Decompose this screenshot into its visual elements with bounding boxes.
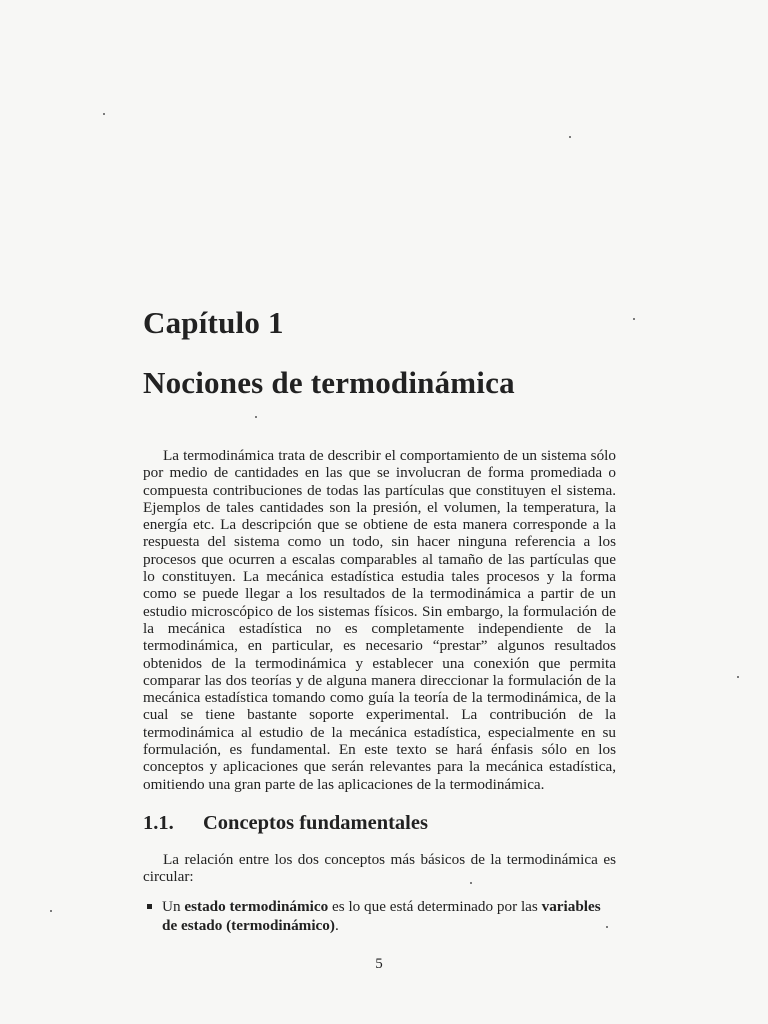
term-variables-de-estado: variables de estado (termodinámico) [162, 898, 601, 934]
scan-speck [737, 676, 739, 678]
bullet-square-icon [147, 904, 152, 909]
bullet-text-post: . [334, 917, 339, 934]
bullet-text-pre: Un [162, 898, 185, 915]
term-estado-termodinamico: estado termodinámico [184, 898, 329, 915]
section-title: Conceptos fundamentales [203, 812, 428, 834]
intro-paragraph: La termodinámica trata de describir el comportamiento de un sistema sólo por medio de cantidades en las que se involucran de forma promediada o compuesta contribuciones de todas las partículas que constituyen el sistema. Ejemplos de tales cantidades son la presión, el volumen, la temperatura, la energía etc. La descripción que se obtiene de esta manera corresponde a la respuesta del sistema como un todo, sin hacer ninguna referencia a los procesos que ocurren a escalas comparables al tamaño de las partículas que lo constituyen. La mecánica estadística estudia tales procesos y la forma como se puede llegar a los resultados de la termodinámica a partir de un estudio microscópico de los sistemas físicos. Sin embargo, la formulación de la mecánica estadística no es completamente independiente de la termodinámica, en particular, es necesario “prestar” algunos resultados obtenidos de la termodinámica y establecer una conexión que permita comparar las dos teorías y de alguna manera direccionar la formulación de la mecánica estadística tomando como guía la teoría de la termodinámica, de la cual se tiene bastante soporte experimental. La contribución de la termodinámica al estudio de la mecánica estadística, especialmente en su formulación, es fundamental. En este texto se hará énfasis sólo en los conceptos y aplicaciones que serán relevantes para la mecánica estadística, omitiendo una gran parte de las aplicaciones de la termodinámica. [143, 447, 616, 793]
bullet-text [162, 898, 601, 934]
bullet-text-mid: es lo que está determinado por las [328, 898, 542, 915]
chapter-title: Nociones de termodinámica [143, 365, 515, 400]
page-number: 5 [375, 956, 383, 972]
scan-speck [50, 910, 52, 912]
scan-speck [103, 113, 105, 115]
scan-speck [255, 416, 257, 418]
section-paragraph: La relación entre los dos conceptos más básicos de la termodinámica es circular: [143, 851, 616, 886]
scan-speck [606, 926, 608, 928]
list-item [143, 897, 616, 935]
chapter-label: Capítulo 1 [143, 305, 284, 340]
section-number: 1.1. [143, 812, 174, 834]
scan-speck [569, 136, 571, 138]
section-heading [143, 812, 428, 835]
bullet-list [143, 897, 616, 935]
scan-speck [633, 318, 635, 320]
scan-speck [470, 882, 472, 884]
